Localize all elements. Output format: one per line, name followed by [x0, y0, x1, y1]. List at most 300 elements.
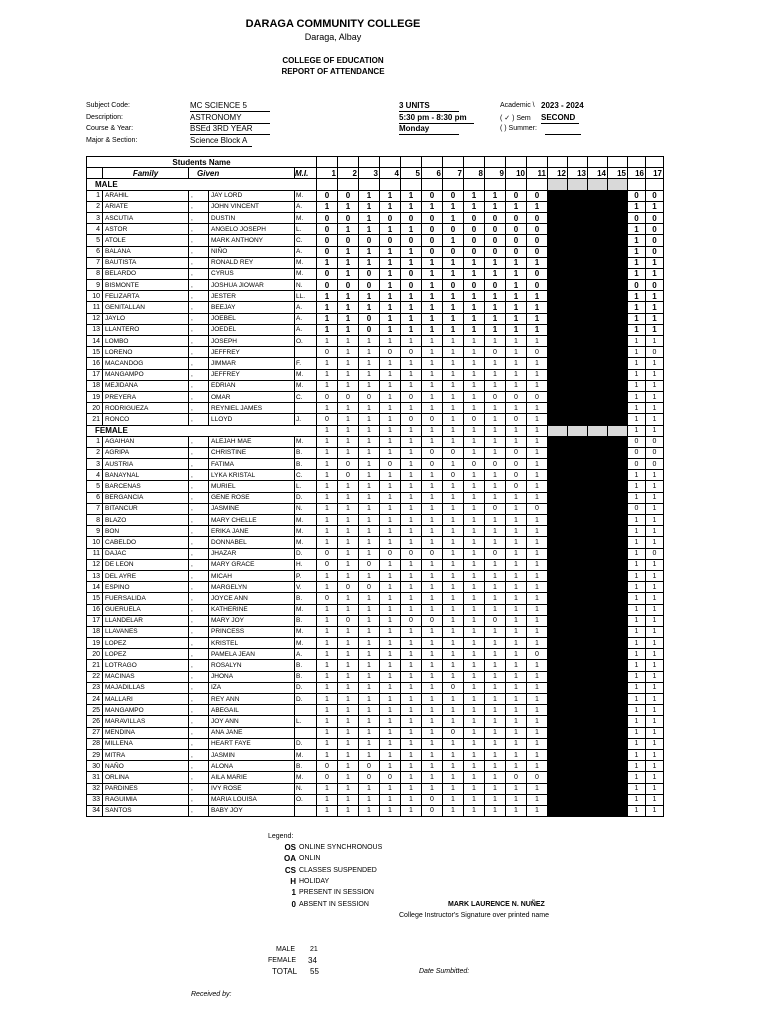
attendance-cell: 1	[401, 749, 422, 760]
attendance-cell	[548, 503, 568, 514]
attendance-cell	[588, 347, 608, 358]
attendance-cell: 1	[359, 537, 380, 548]
attendance-cell	[608, 224, 628, 235]
attendance-cell	[608, 559, 628, 570]
attendance-cell: 1	[359, 526, 380, 537]
attendance-cell: 1	[443, 671, 464, 682]
attendance-cell: 1	[317, 682, 338, 693]
attendance-cell: 1	[443, 391, 464, 402]
attendance-cell: 1	[317, 660, 338, 671]
attendance-cell: 1	[338, 302, 359, 313]
section-cell: 1	[464, 425, 485, 436]
attendance-cell: 0	[548, 224, 568, 235]
attendance-cell	[548, 794, 568, 805]
attendance-cell: 0	[548, 268, 568, 279]
family-name: AGRIPA	[103, 447, 189, 458]
attendance-cell: 1	[443, 638, 464, 649]
attendance-cell: 1	[464, 772, 485, 783]
family-name: FELIZARTA	[103, 291, 189, 302]
middle-initial: A.	[295, 649, 317, 660]
name-separator: ,	[189, 772, 209, 783]
attendance-cell: 1	[464, 380, 485, 391]
name-separator: ,	[189, 503, 209, 514]
attendance-cell: 1	[359, 727, 380, 738]
attendance-cell: 1	[464, 749, 485, 760]
attendance-cell	[588, 526, 608, 537]
attendance-cell: 1	[527, 761, 548, 772]
attendance-cell	[608, 481, 628, 492]
name-separator: ,	[189, 749, 209, 760]
attendance-cell: 0	[401, 235, 422, 246]
attendance-cell	[588, 324, 608, 335]
row-number: 10	[87, 537, 103, 548]
name-separator: ,	[189, 302, 209, 313]
attendance-cell: 1	[506, 761, 527, 772]
attendance-cell: 1	[485, 190, 506, 201]
attendance-cell: 1	[506, 503, 527, 514]
given-name: BABY JOY	[209, 805, 295, 816]
attendance-cell: 1	[443, 347, 464, 358]
attendance-cell: 1	[485, 447, 506, 458]
attendance-cell: 1	[401, 503, 422, 514]
attendance-cell	[548, 761, 568, 772]
attendance-cell: 1	[338, 246, 359, 257]
attendance-cell: 0	[527, 212, 548, 223]
attendance-cell: 1	[464, 537, 485, 548]
attendance-cell: 0	[628, 459, 646, 470]
given-name: REY ANN	[209, 694, 295, 705]
attendance-cell: 1	[422, 358, 443, 369]
student-row	[87, 626, 664, 637]
attendance-cell: 1	[485, 515, 506, 526]
middle-initial: N.	[295, 503, 317, 514]
attendance-cell	[588, 224, 608, 235]
attendance-cell: 1	[485, 671, 506, 682]
attendance-cell: 1	[443, 604, 464, 615]
attendance-cell: 1	[317, 649, 338, 660]
attendance-cell: 1	[422, 336, 443, 347]
student-row	[87, 481, 664, 492]
name-separator: ,	[189, 526, 209, 537]
attendance-cell: 1	[443, 503, 464, 514]
attendance-cell: 1	[506, 649, 527, 660]
attendance-cell	[548, 492, 568, 503]
given-name: ANGELO JOSEPH	[209, 224, 295, 235]
attendance-cell: 0	[401, 347, 422, 358]
middle-initial: P.	[295, 570, 317, 581]
attendance-cell: 1	[422, 313, 443, 324]
attendance-cell: 1	[485, 716, 506, 727]
attendance-cell: 1	[646, 336, 664, 347]
attendance-cell: 1	[628, 805, 646, 816]
attendance-cell: 1	[485, 570, 506, 581]
header-blank-cell	[568, 157, 588, 168]
attendance-cell: 1	[506, 380, 527, 391]
attendance-cell	[608, 280, 628, 291]
attendance-cell: 1	[646, 749, 664, 760]
attendance-cell	[568, 246, 588, 257]
attendance-cell: 1	[527, 302, 548, 313]
attendance-cell: 1	[485, 268, 506, 279]
row-number: 17	[87, 615, 103, 626]
row-number: 16	[87, 358, 103, 369]
row-number: 25	[87, 705, 103, 716]
given-name: JAY LORD	[209, 190, 295, 201]
report-title: REPORT OF ATTENDANCE	[281, 67, 385, 76]
attendance-cell: 1	[401, 638, 422, 649]
attendance-cell: 1	[485, 705, 506, 716]
attendance-cell: 0	[506, 481, 527, 492]
attendance-cell: 1	[506, 257, 527, 268]
attendance-cell: 1	[485, 772, 506, 783]
attendance-cell: 1	[359, 694, 380, 705]
name-separator: ,	[189, 671, 209, 682]
attendance-cell: 0	[359, 235, 380, 246]
attendance-cell	[588, 257, 608, 268]
given-name: JOY ANN	[209, 716, 295, 727]
semester-check: ( ✓ ) Sem	[500, 115, 531, 122]
major-label: Major & Section:	[86, 137, 138, 144]
row-number: 13	[87, 324, 103, 335]
attendance-cell: 1	[401, 660, 422, 671]
attendance-cell	[588, 391, 608, 402]
attendance-cell: 1	[338, 268, 359, 279]
attendance-cell: 1	[464, 481, 485, 492]
attendance-cell: 1	[464, 291, 485, 302]
attendance-cell: 1	[548, 324, 568, 335]
attendance-cell: 1	[401, 302, 422, 313]
header-blank-cell	[527, 157, 548, 168]
student-row	[87, 548, 664, 559]
section-cell: 1	[506, 425, 527, 436]
attendance-cell: 1	[401, 604, 422, 615]
attendance-cell: 1	[401, 537, 422, 548]
middle-initial: V.	[295, 582, 317, 593]
name-separator: ,	[189, 682, 209, 693]
row-number: 12	[87, 559, 103, 570]
attendance-cell: 1	[338, 671, 359, 682]
attendance-cell: 1	[338, 503, 359, 514]
family-name: BERGANCIA	[103, 492, 189, 503]
middle-initial: B.	[295, 593, 317, 604]
attendance-cell: 1	[338, 291, 359, 302]
attendance-cell: 0	[380, 212, 401, 223]
attendance-cell: 0	[506, 459, 527, 470]
family-name: GENITALLAN	[103, 302, 189, 313]
attendance-cell: 1	[527, 526, 548, 537]
attendance-cell: 1	[506, 436, 527, 447]
attendance-cell	[608, 324, 628, 335]
attendance-cell: 0	[422, 805, 443, 816]
attendance-cell: 1	[485, 761, 506, 772]
course-label: Course & Year:	[86, 125, 134, 132]
attendance-cell: 1	[338, 201, 359, 212]
name-separator: ,	[189, 492, 209, 503]
attendance-cell: 0	[527, 190, 548, 201]
section-cell: 1	[380, 425, 401, 436]
name-separator: ,	[189, 235, 209, 246]
attendance-cell: 1	[443, 526, 464, 537]
attendance-cell	[608, 436, 628, 447]
middle-initial: N.	[295, 783, 317, 794]
session-header-10: 10	[506, 168, 527, 179]
given-name: KRISTEL	[209, 638, 295, 649]
attendance-cell: 1	[338, 324, 359, 335]
attendance-cell: 1	[317, 604, 338, 615]
student-row	[87, 302, 664, 313]
row-number: 12	[87, 313, 103, 324]
attendance-cell: 1	[443, 268, 464, 279]
attendance-cell: 1	[359, 336, 380, 347]
name-separator: ,	[189, 638, 209, 649]
attendance-cell: 1	[485, 380, 506, 391]
row-number: 7	[87, 257, 103, 268]
attendance-cell	[568, 626, 588, 637]
attendance-cell: 1	[527, 414, 548, 425]
attendance-cell: 1	[422, 481, 443, 492]
attendance-cell: 0	[359, 268, 380, 279]
attendance-cell: 0	[443, 447, 464, 458]
attendance-cell: 1	[317, 503, 338, 514]
attendance-cell: 1	[422, 694, 443, 705]
attendance-cell: 1	[506, 324, 527, 335]
attendance-cell: 0	[380, 235, 401, 246]
attendance-cell: 1	[317, 626, 338, 637]
attendance-cell	[588, 201, 608, 212]
student-row	[87, 201, 664, 212]
attendance-cell: 1	[628, 738, 646, 749]
attendance-cell	[568, 582, 588, 593]
student-row	[87, 257, 664, 268]
attendance-cell: 0	[464, 212, 485, 223]
attendance-cell: 1	[464, 638, 485, 649]
student-row	[87, 749, 664, 760]
attendance-cell: 1	[317, 436, 338, 447]
attendance-cell	[548, 660, 568, 671]
attendance-cell: 0	[380, 347, 401, 358]
attendance-cell: 0	[485, 391, 506, 402]
attendance-cell: 1	[359, 738, 380, 749]
attendance-cell	[548, 515, 568, 526]
male-total: 21	[310, 946, 318, 953]
session-header-1: 1	[317, 168, 338, 179]
attendance-cell: 1	[422, 470, 443, 481]
session-header-16: 16	[628, 168, 646, 179]
attendance-cell: 1	[380, 626, 401, 637]
attendance-cell	[548, 615, 568, 626]
attendance-cell: 1	[317, 302, 338, 313]
name-separator: ,	[189, 705, 209, 716]
attendance-cell: 1	[506, 694, 527, 705]
attendance-cell: 1	[628, 492, 646, 503]
section-cell	[568, 425, 588, 436]
attendance-cell: 1	[485, 660, 506, 671]
student-row	[87, 403, 664, 414]
attendance-cell: 0	[485, 459, 506, 470]
attendance-cell	[548, 369, 568, 380]
attendance-cell: 1	[506, 358, 527, 369]
attendance-cell: 1	[646, 716, 664, 727]
student-row	[87, 503, 664, 514]
session-header-5: 5	[401, 168, 422, 179]
family-name: MANGAMPO	[103, 369, 189, 380]
attendance-cell: 1	[359, 638, 380, 649]
description-label: Description:	[86, 114, 123, 121]
attendance-cell: 1	[317, 492, 338, 503]
given-name: NIÑO	[209, 246, 295, 257]
attendance-cell: 1	[338, 649, 359, 660]
middle-initial: M.	[295, 749, 317, 760]
attendance-cell: 1	[527, 481, 548, 492]
section-cell	[464, 179, 485, 190]
attendance-cell: 0	[628, 190, 646, 201]
given-name: HEART FAYE	[209, 738, 295, 749]
attendance-cell: 1	[628, 626, 646, 637]
attendance-cell: 1	[506, 369, 527, 380]
attendance-cell	[608, 537, 628, 548]
attendance-cell	[568, 447, 588, 458]
middle-initial: D.	[295, 492, 317, 503]
attendance-cell: 1	[527, 515, 548, 526]
attendance-cell: 1	[506, 626, 527, 637]
attendance-cell: 1	[401, 559, 422, 570]
family-name: MACINAS	[103, 671, 189, 682]
attendance-cell: 1	[443, 369, 464, 380]
given-name: JASMIN	[209, 749, 295, 760]
section-cell	[588, 179, 608, 190]
row-number: 7	[87, 503, 103, 514]
middle-initial: A.	[295, 246, 317, 257]
attendance-cell: 1	[380, 503, 401, 514]
attendance-cell: 1	[646, 492, 664, 503]
attendance-cell: 0	[359, 772, 380, 783]
family-name: BAUTISTA	[103, 257, 189, 268]
attendance-cell	[608, 570, 628, 581]
given-name: LYKA KRISTAL	[209, 470, 295, 481]
attendance-cell	[588, 805, 608, 816]
attendance-cell: 1	[359, 414, 380, 425]
attendance-cell	[568, 705, 588, 716]
attendance-cell: 1	[527, 671, 548, 682]
attendance-cell: 1	[338, 604, 359, 615]
attendance-cell: 1	[359, 503, 380, 514]
attendance-cell: 0	[338, 235, 359, 246]
section-cell	[380, 179, 401, 190]
section-cell	[608, 179, 628, 190]
attendance-cell: 1	[506, 492, 527, 503]
attendance-cell	[608, 212, 628, 223]
attendance-cell: 1	[628, 336, 646, 347]
attendance-cell: 0	[527, 268, 548, 279]
attendance-cell: 1	[422, 380, 443, 391]
attendance-cell	[588, 369, 608, 380]
attendance-cell: 1	[380, 291, 401, 302]
attendance-cell: 1	[338, 660, 359, 671]
given-name: JOSHUA JIOWAR	[209, 280, 295, 291]
family-name: AGAIHAN	[103, 436, 189, 447]
attendance-cell: 1	[527, 447, 548, 458]
attendance-cell: 1	[443, 582, 464, 593]
attendance-cell: 1	[628, 268, 646, 279]
students-name-header: Students Name	[87, 157, 317, 168]
attendance-cell	[588, 503, 608, 514]
attendance-cell: 1	[506, 280, 527, 291]
name-separator: ,	[189, 268, 209, 279]
middle-initial: O.	[295, 336, 317, 347]
attendance-cell: 1	[628, 727, 646, 738]
attendance-cell: 0	[359, 391, 380, 402]
attendance-cell	[588, 380, 608, 391]
attendance-cell: 1	[359, 302, 380, 313]
attendance-cell: 1	[628, 682, 646, 693]
middle-initial: LL.	[295, 291, 317, 302]
attendance-cell: 0	[380, 459, 401, 470]
attendance-cell	[608, 593, 628, 604]
attendance-cell: 0	[506, 470, 527, 481]
attendance-cell: 1	[628, 660, 646, 671]
attendance-cell	[568, 280, 588, 291]
attendance-cell: 1	[628, 302, 646, 313]
attendance-cell: 0	[422, 794, 443, 805]
middle-initial: M.	[295, 626, 317, 637]
attendance-cell: 1	[527, 749, 548, 760]
student-row	[87, 224, 664, 235]
attendance-cell: 0	[646, 347, 664, 358]
given-name: JOSEPH	[209, 336, 295, 347]
attendance-cell	[588, 190, 608, 201]
row-number: 26	[87, 716, 103, 727]
attendance-cell: 1	[422, 537, 443, 548]
instructor-name: MARK LAURENCE N. NUÑEZ	[448, 901, 545, 908]
attendance-cell: 1	[527, 593, 548, 604]
row-number: 10	[87, 291, 103, 302]
attendance-cell: 1	[548, 201, 568, 212]
name-separator: ,	[189, 212, 209, 223]
attendance-cell: 1	[317, 671, 338, 682]
attendance-cell: 1	[338, 436, 359, 447]
attendance-cell: 0	[646, 447, 664, 458]
attendance-cell: 0	[338, 582, 359, 593]
attendance-cell	[568, 727, 588, 738]
name-separator: ,	[189, 761, 209, 772]
attendance-cell: 0	[422, 615, 443, 626]
attendance-cell	[548, 638, 568, 649]
attendance-cell: 1	[485, 291, 506, 302]
middle-initial: C.	[295, 391, 317, 402]
section-cell: 1	[646, 425, 664, 436]
attendance-cell: 1	[359, 805, 380, 816]
attendance-cell: 1	[422, 559, 443, 570]
family-name: DEL AYRE	[103, 570, 189, 581]
middle-initial: B.	[295, 671, 317, 682]
attendance-cell: 1	[422, 324, 443, 335]
student-row	[87, 593, 664, 604]
attendance-cell: 1	[338, 403, 359, 414]
attendance-cell: 0	[548, 190, 568, 201]
given-name: AILA MARIE	[209, 772, 295, 783]
given-name: RONALD REY	[209, 257, 295, 268]
attendance-cell: 1	[401, 403, 422, 414]
attendance-cell	[588, 761, 608, 772]
attendance-cell: 1	[485, 604, 506, 615]
attendance-cell	[608, 694, 628, 705]
attendance-cell: 1	[646, 705, 664, 716]
attendance-cell: 1	[628, 604, 646, 615]
attendance-cell	[588, 481, 608, 492]
attendance-cell	[608, 313, 628, 324]
attendance-cell: 0	[317, 414, 338, 425]
attendance-cell: 1	[485, 638, 506, 649]
